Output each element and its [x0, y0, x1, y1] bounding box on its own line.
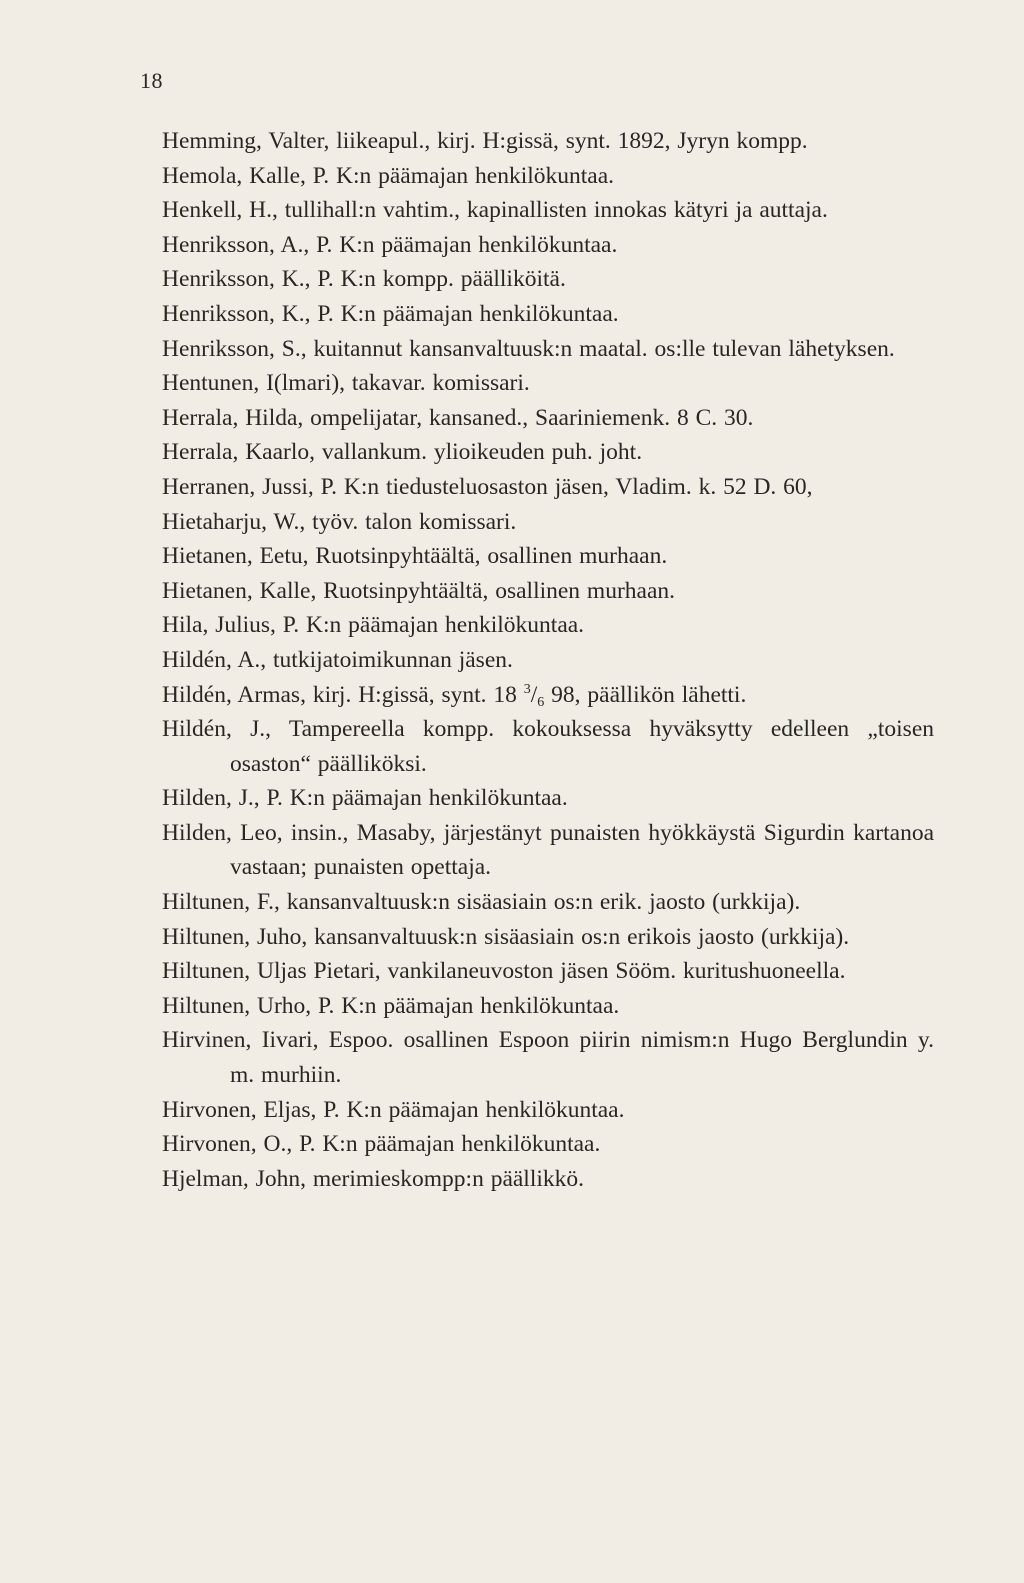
entry-text-before: Hildén, Armas, kirj. H:gissä, synt. 18	[162, 681, 524, 708]
register-entry: Hiltunen, F., kansanvaltuusk:n sisäasiain os:n erik. jaosto (urkkija).	[162, 889, 801, 916]
register-entry: Hiltunen, Uljas Pietari, vankilaneuvoston jäsen Sööm. kuritushuoneella.	[162, 958, 846, 985]
fraction-numerator: 3	[523, 681, 531, 697]
page-number: 18	[140, 68, 163, 93]
fraction-denominator: 6	[537, 694, 545, 710]
register-entry: Hirvonen, Eljas, P. K:n päämajan henkilökuntaa.	[162, 1096, 625, 1123]
register-entry: Hiltunen, Urho, P. K:n päämajan henkilökuntaa.	[162, 992, 620, 1019]
fraction-slash: /	[530, 681, 538, 708]
register-entry: Hietanen, Kalle, Ruotsinpyhtäältä, osallinen murhaan.	[162, 577, 676, 604]
register-entry: Henriksson, K., P. K:n kompp. päälliköitä.	[162, 266, 566, 293]
register-entry: Hilden, Leo, insin., Masaby, järjestänyt punaisten hyökkäystä Sigurdin kartanoa vastaan; punaisten opettaja.	[162, 819, 934, 881]
register-entry: Hildén, A., tutkijatoimikunnan jäsen.	[162, 646, 513, 673]
register-entry-fraction-date	[162, 678, 934, 713]
register-entries	[162, 124, 934, 1196]
entry-text-after: 98, päällikön lähetti.	[544, 681, 747, 708]
register-entry: Hemola, Kalle, P. K:n päämajan henkilökuntaa.	[162, 162, 615, 189]
register-entry: Herrala, Kaarlo, vallankum. ylioikeuden puh. joht.	[162, 439, 643, 466]
register-entry: Henriksson, A., P. K:n päämajan henkilökuntaa.	[162, 231, 618, 258]
register-entry: Henriksson, S., kuitannut kansanvaltuusk:n maatal. os:lle tulevan lähetyksen.	[162, 335, 895, 362]
register-entry: Hjelman, John, merimieskompp:n päällikkö.	[162, 1165, 585, 1192]
register-entry: Herrala, Hilda, ompelijatar, kansaned., Saariniemenk. 8 C. 30.	[162, 404, 754, 431]
register-entry: Herranen, Jussi, P. K:n tiedusteluosaston jäsen, Vladim. k. 52 D. 60,	[162, 473, 813, 500]
register-entry: Hila, Julius, P. K:n päämajan henkilökuntaa.	[162, 612, 585, 639]
register-entry: Hemming, Valter, liikeapul., kirj. H:gissä, synt. 1892, Jyryn kompp.	[162, 128, 808, 154]
register-entry: Henriksson, K., P. K:n päämajan henkilökuntaa.	[162, 300, 619, 327]
register-entry: Hiltunen, Juho, kansanvaltuusk:n sisäasiain os:n erikois jaosto (urkkija).	[162, 923, 850, 950]
register-entry: Hentunen, I(lmari), takavar. komissari.	[162, 370, 530, 397]
register-entry: Hilden, J., P. K:n päämajan henkilökuntaa.	[162, 785, 568, 812]
register-entry: Hirvonen, O., P. K:n päämajan henkilökuntaa.	[162, 1131, 601, 1158]
register-entry: Hildén, J., Tampereella kompp. kokouksessa hyväksytty edelleen „toisen osaston“ päälliköksi.	[162, 716, 934, 777]
register-entry: Hietanen, Eetu, Ruotsinpyhtäältä, osallinen murhaan.	[162, 543, 668, 570]
register-entry: Hirvinen, Iivari, Espoo. osallinen Espoon piirin nimism:n Hugo Berglundin y. m. murhiin.	[162, 1027, 934, 1089]
register-entry: Henkell, H., tullihall:n vahtim., kapinallisten innokas kätyri ja auttaja.	[162, 197, 828, 224]
register-entry: Hietaharju, W., työv. talon komissari.	[162, 508, 517, 535]
